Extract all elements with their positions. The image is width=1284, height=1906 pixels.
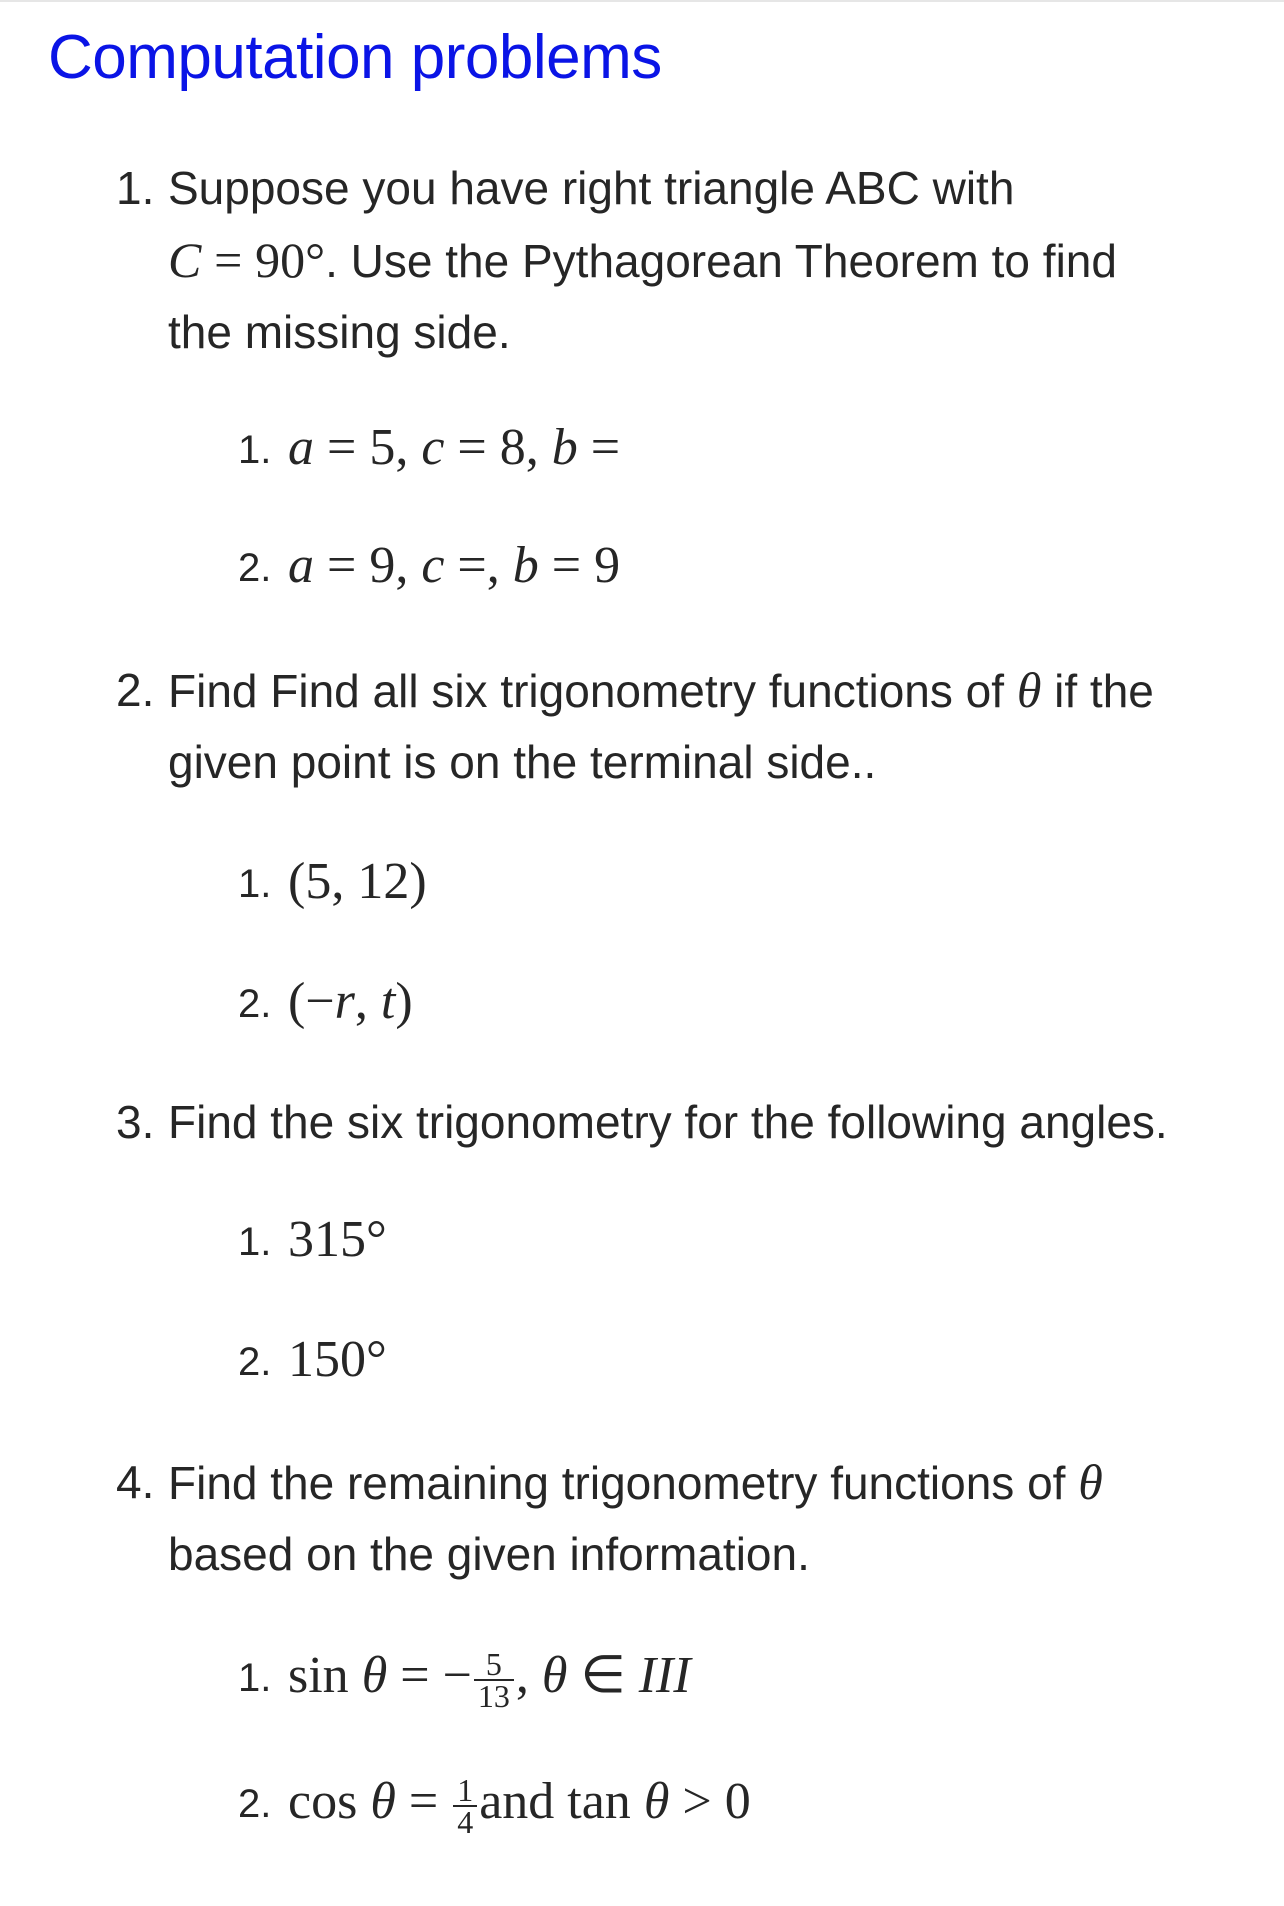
math-eq: =	[400, 1647, 430, 1704]
problem-2-sub-1-number: 1.	[238, 862, 272, 906]
math-c: c	[421, 419, 445, 476]
math-theta: θ	[361, 1647, 388, 1704]
problem-2-sub-2-number: 2.	[238, 982, 272, 1026]
math-cos: cos	[288, 1773, 358, 1830]
theta-symbol: θ	[1016, 662, 1042, 718]
problem-4-sub-2-number: 2.	[238, 1782, 272, 1826]
math-paren-neg: (−	[288, 973, 335, 1030]
problem-3-sub-2-number: 2.	[238, 1340, 272, 1384]
fraction	[453, 1772, 477, 1841]
math-b: b	[512, 537, 539, 594]
problem-3-line-1: Find the six trigonometry for the following angles.	[168, 1096, 1168, 1148]
math-comma: ,	[515, 1647, 529, 1704]
fraction-numerator: 1	[457, 1772, 474, 1809]
problem-3-sub-1-number: 1.	[238, 1220, 272, 1264]
math-c: c	[421, 537, 445, 594]
math-eq: =,	[457, 537, 500, 594]
top-divider	[0, 0, 1284, 2]
problem-3-sub-2-math: 150°	[288, 1331, 387, 1388]
problem-4-sub-2-math	[288, 1772, 751, 1841]
math-a: a	[288, 537, 314, 594]
problem-1-number: 1.	[116, 162, 155, 214]
problem-1-line-2-text: . Use the Pythagorean Theorem to find	[325, 235, 1117, 287]
math-theta: θ	[643, 1773, 670, 1830]
problem-2-line-1	[168, 654, 1154, 727]
math-eq: =	[327, 419, 357, 476]
given-c-equals: =	[214, 232, 243, 288]
math-greater: >	[682, 1773, 712, 1830]
problem-2-line-1-text: Find Find all six trigonometry functions of	[168, 665, 1005, 717]
math-quadrant: III	[638, 1647, 691, 1704]
math-zero: 0	[724, 1773, 751, 1830]
given-c-value: 90°	[255, 232, 326, 288]
math-comma: ,	[354, 973, 368, 1030]
math-theta: θ	[541, 1647, 568, 1704]
problem-1-sub-2-math	[288, 536, 620, 596]
fraction	[474, 1646, 514, 1715]
math-a: a	[288, 419, 314, 476]
problem-2-sub-2-math	[288, 972, 413, 1032]
math-sin: sin	[288, 1647, 349, 1704]
problem-1-sub-1-math	[288, 418, 620, 478]
problem-4-sub-1-math	[288, 1646, 691, 1715]
math-theta: θ	[370, 1773, 396, 1830]
problem-1-line-2	[168, 224, 1117, 297]
math-minus: −	[442, 1647, 472, 1704]
math-val: 9,	[369, 537, 409, 594]
math-val: 9	[594, 537, 621, 594]
problem-4-line-2: based on the given information.	[168, 1528, 810, 1580]
fraction-denominator: 4	[453, 1805, 477, 1837]
problem-3-sub-1-math: 315°	[288, 1211, 387, 1268]
math-and-tan: and tan	[479, 1773, 631, 1830]
problem-4-line-1-text: Find the remaining trigonometry functions of	[168, 1457, 1066, 1509]
problem-1-sub-2-number: 2.	[238, 546, 272, 590]
math-val: 5,	[369, 419, 409, 476]
math-eq: =	[551, 537, 582, 594]
given-c-var: C	[168, 232, 202, 288]
math-eq: =	[590, 419, 621, 476]
problem-4-number: 4.	[116, 1456, 155, 1508]
problem-2-sub-1-math: (5, 12)	[288, 853, 427, 910]
problem-2-line-2: given point is on the terminal side..	[168, 736, 877, 788]
problem-1-line-1: Suppose you have right triangle ABC with	[168, 162, 1015, 214]
math-paren-close: )	[395, 973, 413, 1030]
math-b: b	[551, 419, 578, 476]
theta-symbol: θ	[1078, 1454, 1103, 1510]
problem-1-line-3: the missing side.	[168, 306, 511, 358]
problem-2-line-1-tail: if the	[1054, 665, 1154, 717]
problem-1-sub-1-number: 1.	[238, 428, 272, 472]
math-eq: =	[408, 1773, 439, 1830]
math-element-of: ∈	[580, 1647, 626, 1704]
problem-4-sub-1-number: 1.	[238, 1656, 272, 1700]
math-t: t	[380, 973, 396, 1030]
problem-3-number: 3.	[116, 1096, 155, 1148]
math-eq: =	[457, 419, 487, 476]
fraction-denominator: 13	[474, 1679, 514, 1711]
math-val: 8,	[499, 419, 539, 476]
math-r: r	[334, 973, 355, 1030]
math-eq: =	[327, 537, 357, 594]
fraction-numerator: 5	[485, 1646, 502, 1683]
problem-4-line-1	[168, 1446, 1103, 1519]
problem-2-number: 2.	[116, 664, 155, 716]
page-title: Computation problems	[48, 23, 662, 92]
